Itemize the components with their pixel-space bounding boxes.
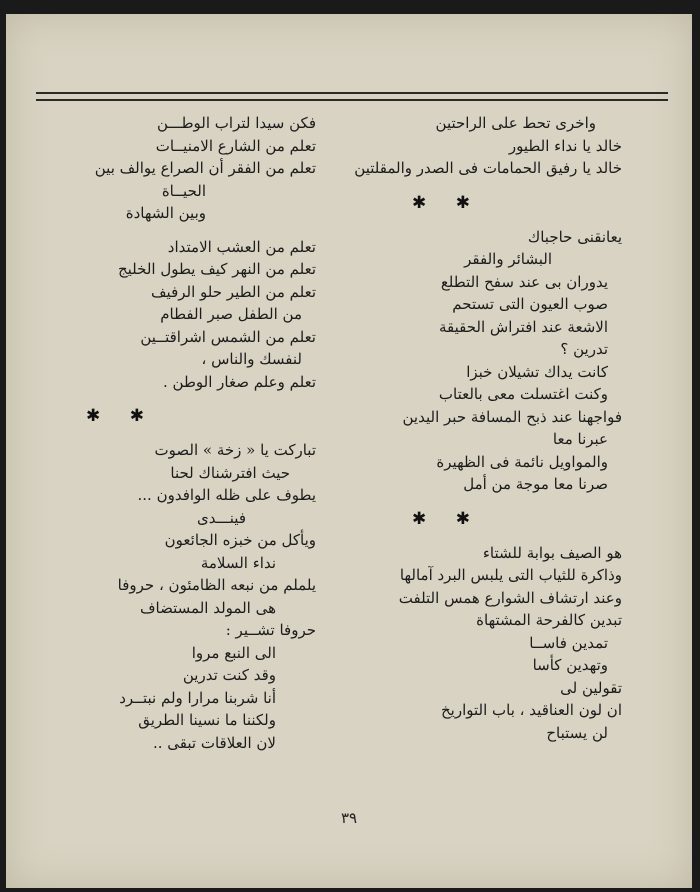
verse-line: الاشعة عند افتراش الحقيقة	[438, 317, 608, 336]
verse-line: حروفا تشــير :	[225, 621, 316, 639]
verse-line: ولكننا ما نسينا الطريق	[138, 711, 276, 729]
right-poem-column	[354, 112, 622, 744]
verse-line: ويأكل من خبزه الجائعون	[164, 531, 316, 549]
verse-line: لنفسك والناس ،	[201, 350, 302, 368]
verse-line: هو الصيف بوابة للشتاء	[482, 543, 622, 562]
section-separator-stars: ✱ ✱	[86, 406, 156, 426]
verse-line: تبدين كالفرحة المشتهاة	[476, 611, 622, 629]
verse-line: صرنا معا موجة من أمل	[463, 475, 608, 493]
verse-line: الحيــاة	[161, 181, 206, 200]
verse-line: تعلم من الطير حلو الرفيف	[151, 282, 316, 301]
verse-line: وتهدين كأسا	[532, 656, 608, 674]
verse-line: تعلم من الشارع الامنيــات	[155, 136, 316, 155]
verse-line: يلملم من نبعه الظامئون ، حروفا	[117, 576, 316, 594]
verse-line: نداء السلامة	[200, 553, 276, 572]
verse-line: تقولين لى	[560, 678, 622, 697]
verse-line: عبرنا معا	[552, 430, 608, 448]
verse-line: تعلم من العشب الامتداد	[167, 237, 316, 256]
verse-line: وبين الشهادة	[125, 204, 206, 222]
verse-line: وعند ارتشاف الشوارع همس التلفت	[398, 588, 622, 607]
verse-line: ان لون العناقيد ، باب التواريخ	[441, 701, 622, 719]
verse-line: وكنت اغتسلت معى بالعتاب	[438, 385, 608, 403]
verse-line: تعلم من الفقر أن الصراع يوالف بين	[94, 159, 316, 177]
verse-line: البشائر والفقر	[464, 250, 552, 268]
verse-line: من الطفل صبر الفطام	[160, 305, 302, 323]
verse-line: صوب العيون التى تستحم	[452, 295, 608, 313]
book-page	[6, 14, 692, 888]
verse-line: فكن سيدا لتراب الوطـــن	[156, 114, 316, 132]
verse-line: يعانقنى حاجباك	[527, 227, 622, 246]
verse-line: تعلم من الشمس اشراقتــين	[140, 327, 316, 346]
double-rule-divider	[36, 92, 668, 101]
verse-line: والمواويل نائمة فى الظهيرة	[436, 452, 608, 471]
verse-line: تعلم وعلم صغار الوطن .	[163, 372, 316, 391]
verse-line: الى النبع مروا	[191, 643, 276, 662]
verse-line: تدرين ؟	[560, 340, 608, 358]
section-separator-stars: ✱ ✱	[412, 192, 482, 213]
left-poem-column	[56, 112, 316, 754]
verse-line: تمدين فاســا	[529, 633, 608, 652]
verse-line: حيث افترشناك لحنا	[170, 463, 290, 482]
verse-line: فينـــدى	[196, 508, 246, 527]
verse-line: تباركت يا « زخة » الصوت	[154, 441, 316, 459]
verse-line: كانت يداك تشيلان خبزا	[466, 362, 608, 381]
section-separator-stars: ✱ ✱	[412, 508, 482, 529]
page-number: ٣٩	[340, 809, 358, 827]
verse-line: واخرى تحط على الراحتين	[435, 114, 596, 132]
verse-line: خالد يا نداء الطيور	[508, 136, 622, 155]
verse-line: فواجهنا عند ذبح المسافة حبر اليدين	[402, 407, 622, 426]
verse-line: هى المولد المستضاف	[140, 598, 276, 617]
verse-line: وذاكرة للثياب التى يلبس البرد آمالها	[399, 566, 622, 584]
verse-line: يطوف على ظله الوافدون ...	[137, 486, 316, 504]
verse-line: وقد كنت تدرين	[182, 666, 276, 684]
verse-line: يدوران بى عند سفح التطلع	[440, 272, 608, 291]
verse-line: أنا شربنا مرارا ولم نبتــرد	[119, 688, 276, 707]
verse-line: لن يستباح	[546, 723, 608, 742]
verse-line: تعلم من النهر كيف يطول الخليج	[117, 260, 316, 278]
verse-line: خالد يا رفيق الحمامات فى الصدر والمقلتين	[354, 159, 622, 177]
verse-line: لان العلاقات تبقى ..	[153, 733, 276, 752]
